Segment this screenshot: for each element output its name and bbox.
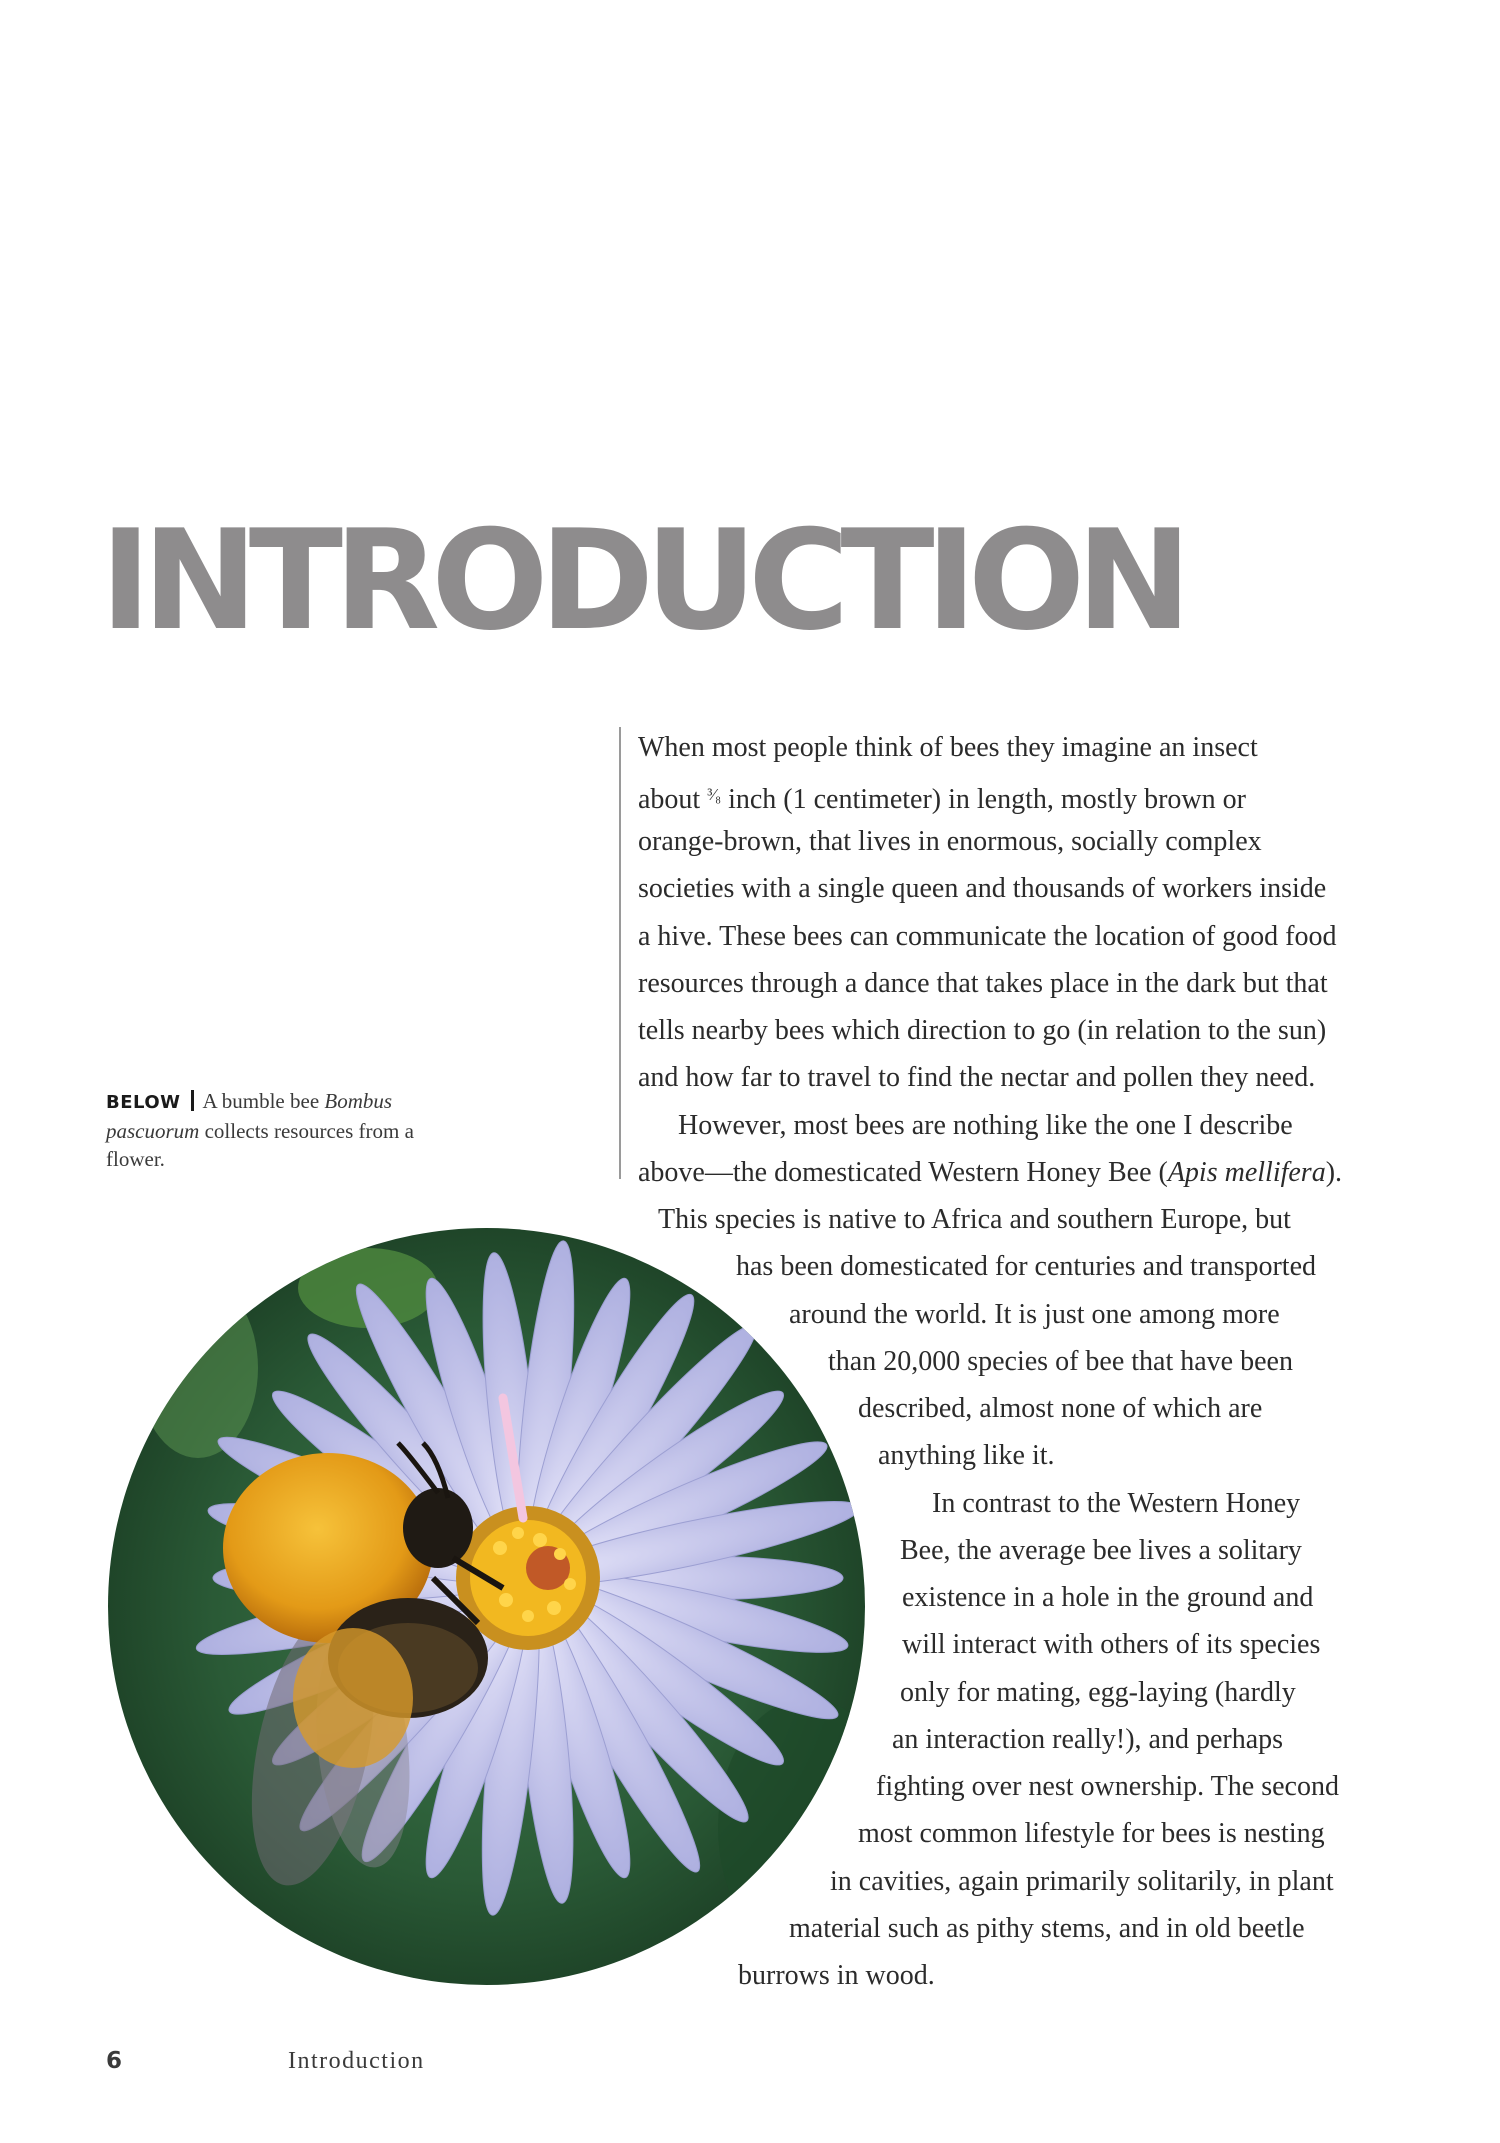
body-line: most common lifestyle for bees is nesting <box>858 1818 1325 1849</box>
caption-text-after: collects resources from a flower. <box>106 1119 414 1171</box>
caption-text-before: A bumble bee <box>202 1089 325 1113</box>
body-line: anything like it. <box>878 1440 1055 1471</box>
column-rule <box>619 727 621 1179</box>
body-line-part: ). <box>1325 1157 1343 1188</box>
body-line: fighting over nest ownership. The second <box>876 1771 1339 1802</box>
body-line: orange-brown, that lives in enormous, socially complex <box>638 826 1262 857</box>
body-line-species: Apis mellifera <box>1167 1157 1326 1188</box>
body-line: resources through a dance that takes place in the dark but that <box>638 968 1328 999</box>
body-line: only for mating, egg-laying (hardly <box>900 1677 1296 1708</box>
body-line <box>638 1149 1342 1196</box>
body-line: and how far to travel to find the nectar and pollen they need. <box>638 1062 1316 1093</box>
body-line: in cavities, again primarily solitarily, in plant <box>830 1866 1334 1897</box>
caption-divider <box>191 1090 194 1111</box>
chapter-heading: INTRODUCTION <box>100 500 1183 661</box>
body-line: described, almost none of which are <box>858 1393 1263 1424</box>
caption-label: BELOW <box>106 1092 181 1113</box>
body-line: than 20,000 species of bee that have been <box>828 1346 1293 1377</box>
body-line: societies with a single queen and thousands of workers inside <box>638 873 1327 904</box>
body-line: an interaction really!), and perhaps <box>892 1724 1284 1755</box>
body-line-part: inch (1 centimeter) in length, mostly brown or <box>721 784 1246 815</box>
fraction: ³⁄₈ <box>707 785 722 804</box>
bee-photo <box>108 1228 865 1985</box>
photo-caption <box>106 1087 436 1173</box>
body-line: material such as pithy stems, and in old beetle <box>789 1913 1305 1944</box>
body-line: a hive. These bees can communicate the location of good food <box>638 921 1337 952</box>
body-line: has been domesticated for centuries and transported <box>736 1251 1317 1282</box>
body-line: However, most bees are nothing like the one I describe <box>678 1110 1293 1141</box>
bee-on-flower-illustration <box>108 1228 865 1985</box>
body-line: This species is native to Africa and southern Europe, but <box>658 1204 1291 1235</box>
body-line-part: about <box>638 784 708 815</box>
body-line-part: above—the domesticated Western Honey Bee ( <box>638 1157 1168 1188</box>
body-line: Bee, the average bee lives a solitary <box>900 1535 1302 1566</box>
running-title: Introduction <box>288 2048 425 2074</box>
body-line: In contrast to the Western Honey <box>932 1488 1301 1519</box>
body-line: When most people think of bees they imagine an insect <box>638 732 1258 763</box>
body-line: tells nearby bees which direction to go (in relation to the sun) <box>638 1015 1327 1046</box>
body-line: burrows in wood. <box>738 1960 935 1991</box>
body-line <box>638 771 1246 823</box>
body-line: existence in a hole in the ground and <box>902 1582 1314 1613</box>
body-line: around the world. It is just one among more <box>789 1299 1280 1330</box>
body-line: will interact with others of its species <box>902 1629 1321 1660</box>
caption-species: Bombus pascuorum <box>106 1089 393 1143</box>
page-number: 6 <box>106 2048 123 2074</box>
